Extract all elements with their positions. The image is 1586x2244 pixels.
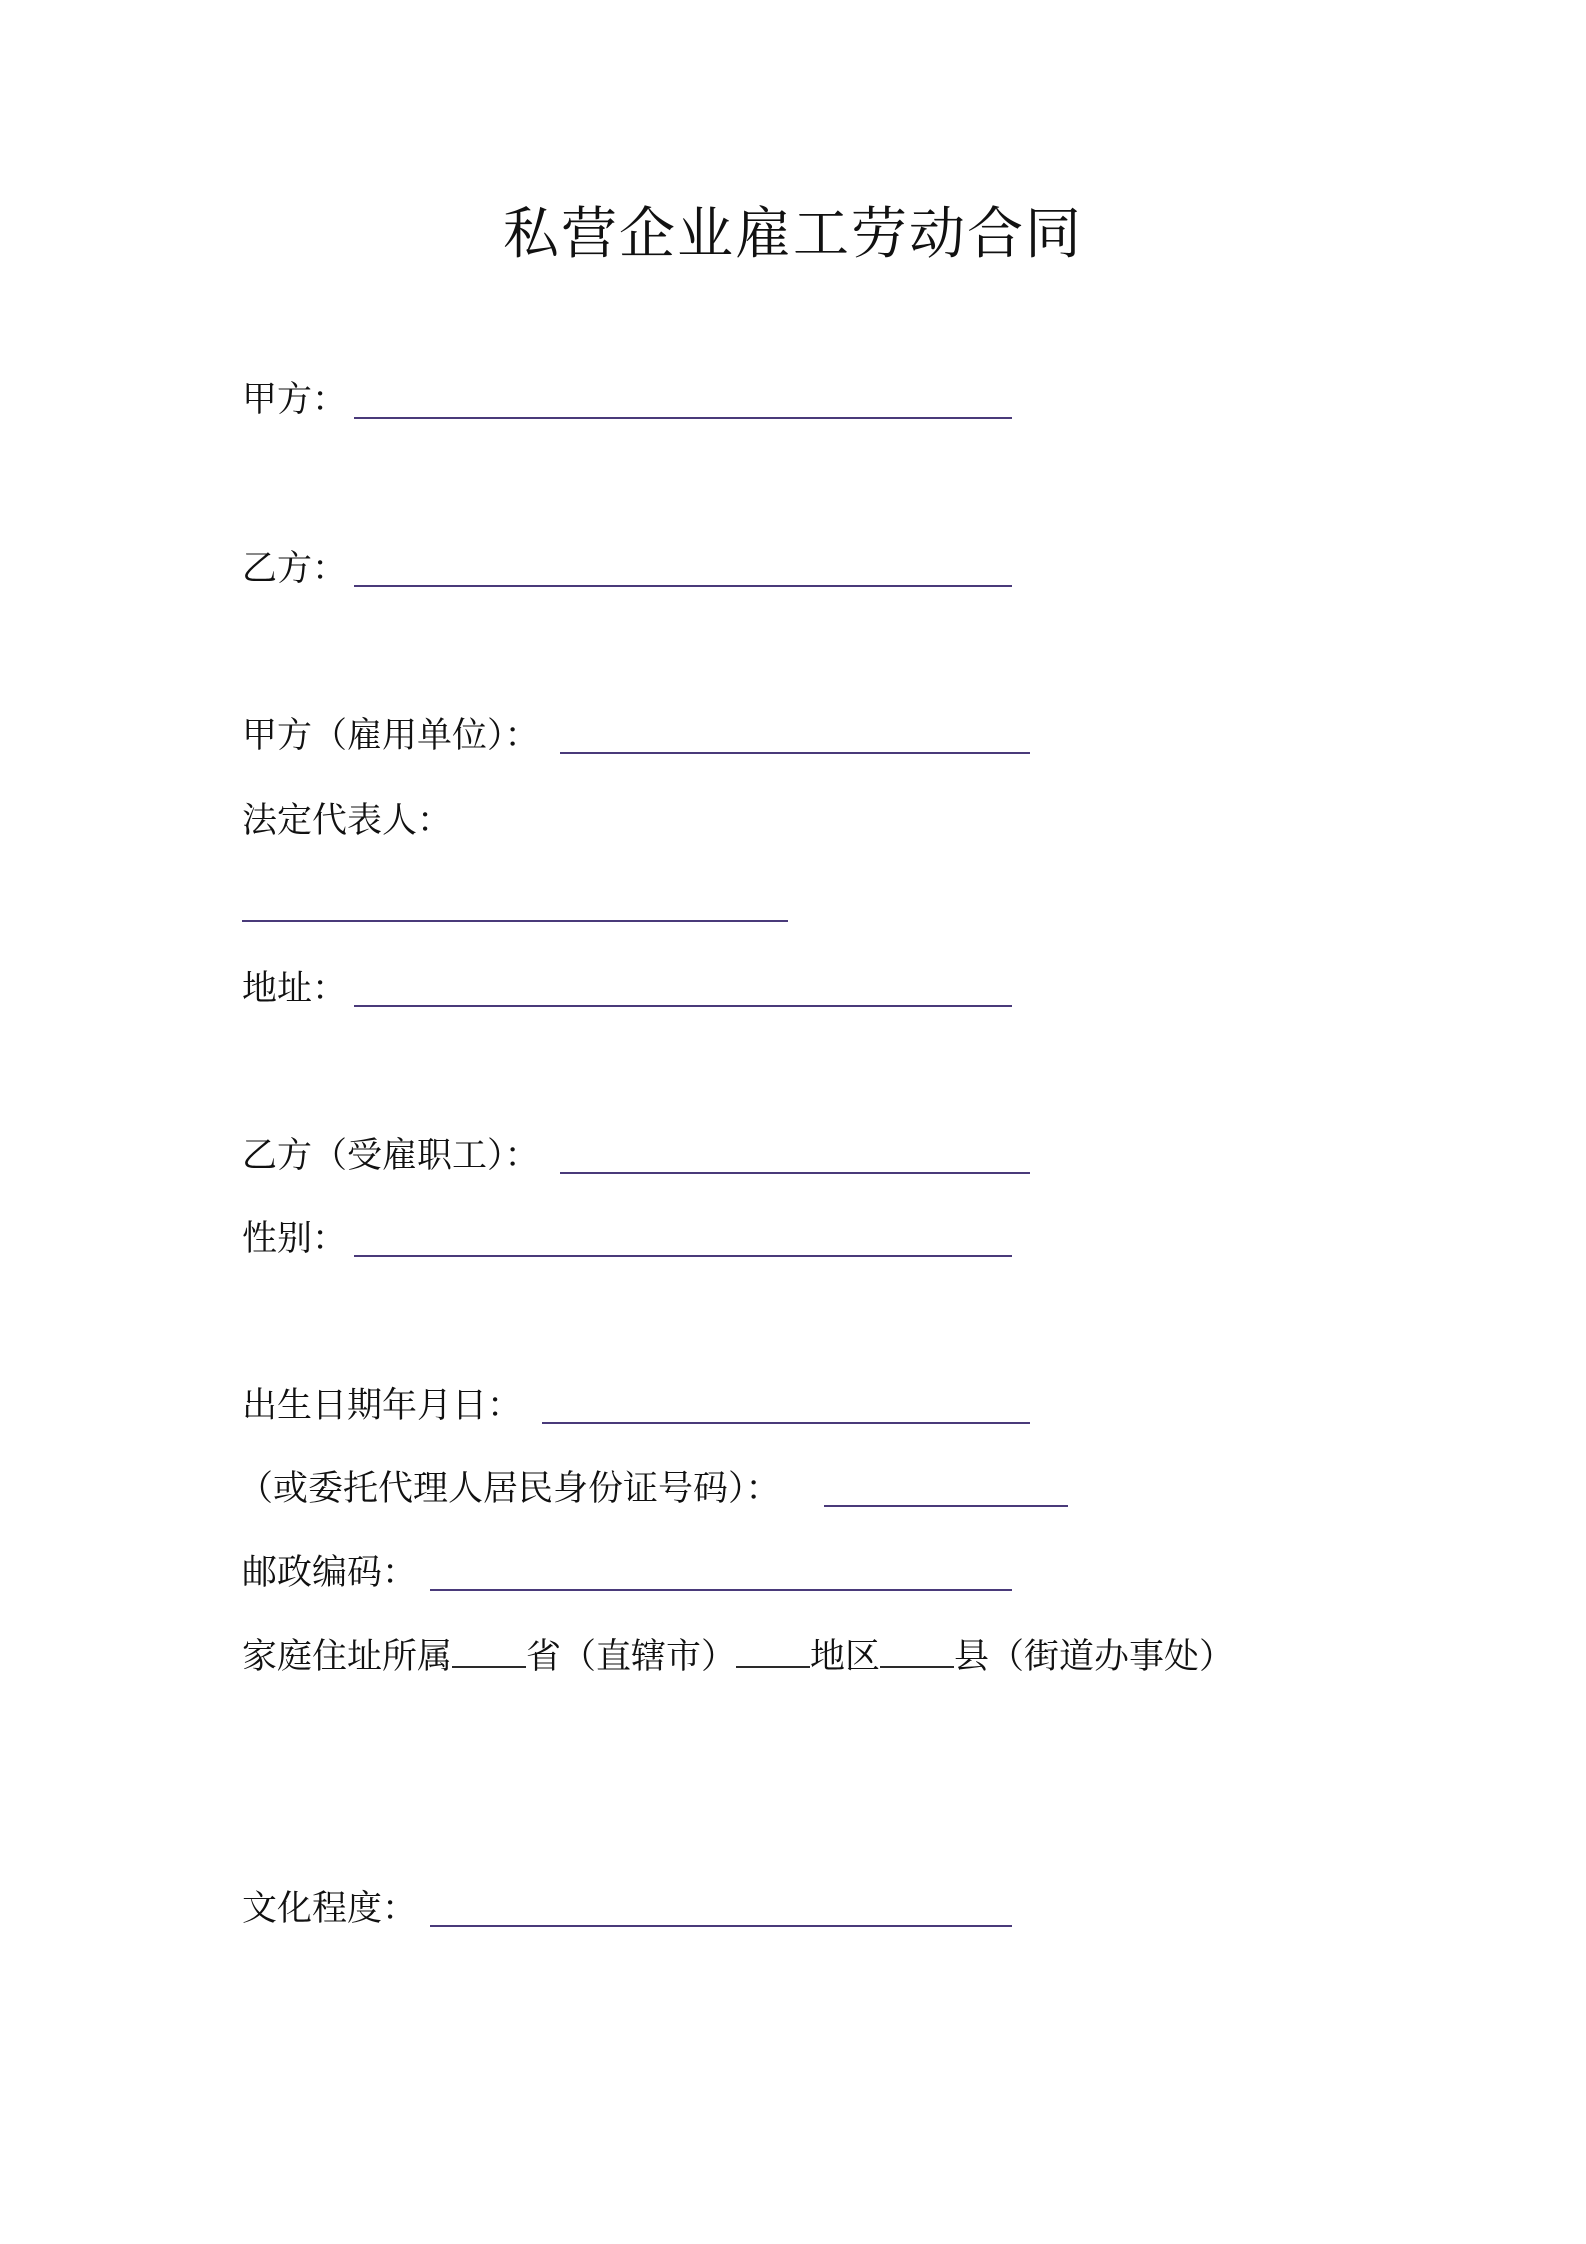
county-blank[interactable]	[880, 1630, 954, 1668]
id-number-row	[238, 1463, 781, 1515]
party-a-row	[242, 374, 347, 426]
legal-rep-row	[242, 795, 452, 847]
party-b-row	[242, 543, 347, 595]
birth-date-label: 出生日期年月日：	[242, 1386, 523, 1426]
legal-rep-label: 法定代表人：	[242, 801, 453, 841]
address-row	[242, 963, 347, 1015]
party-a-field[interactable]	[354, 417, 1012, 419]
postal-code-row	[242, 1547, 417, 1599]
birth-date-row	[242, 1380, 522, 1432]
province-label: 省（直辖市）	[526, 1637, 737, 1677]
address-label: 地址：	[242, 969, 348, 1009]
gender-label: 性别：	[242, 1219, 348, 1259]
home-address-prefix: 家庭住址所属	[242, 1637, 453, 1677]
postal-code-label: 邮政编码：	[242, 1553, 418, 1593]
education-field[interactable]	[430, 1925, 1012, 1927]
province-blank[interactable]	[452, 1630, 526, 1668]
education-label: 文化程度：	[242, 1889, 418, 1929]
party-b-field[interactable]	[354, 585, 1012, 587]
postal-code-field[interactable]	[430, 1589, 1012, 1591]
id-number-field[interactable]	[824, 1505, 1068, 1507]
employer-field[interactable]	[560, 752, 1030, 754]
county-label: 县（街道办事处）	[954, 1637, 1235, 1677]
birth-date-field[interactable]	[542, 1422, 1030, 1424]
education-row	[242, 1883, 417, 1935]
employer-row	[242, 710, 540, 762]
address-field[interactable]	[354, 1005, 1012, 1007]
employee-field[interactable]	[560, 1172, 1030, 1174]
page-title: 私营企业雇工劳动合同	[503, 202, 1083, 267]
home-address-row	[242, 1630, 1234, 1682]
employee-row	[242, 1130, 540, 1182]
employee-label: 乙方（受雇职工）：	[242, 1136, 540, 1176]
party-b-label: 乙方：	[242, 549, 348, 589]
party-a-label: 甲方：	[242, 380, 348, 420]
region-blank[interactable]	[736, 1630, 810, 1668]
legal-rep-field[interactable]	[242, 920, 788, 922]
id-number-label: （或委托代理人居民身份证号码）：	[238, 1469, 781, 1509]
gender-field[interactable]	[354, 1255, 1012, 1257]
region-label: 地区	[810, 1637, 881, 1677]
employer-label: 甲方（雇用单位）：	[242, 716, 540, 756]
gender-row	[242, 1213, 347, 1265]
